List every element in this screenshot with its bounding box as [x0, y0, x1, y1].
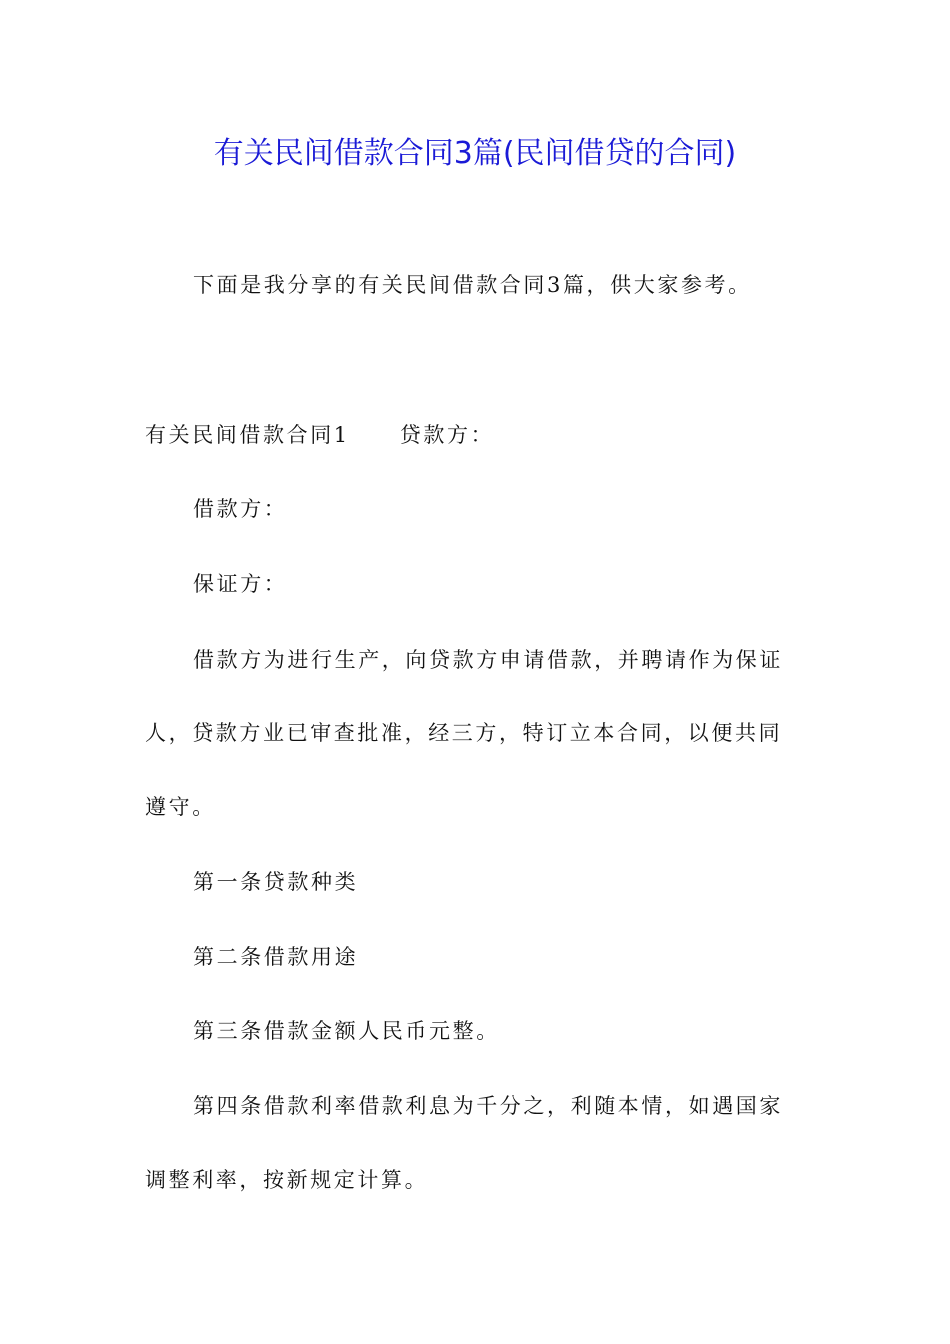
article-4-line: 第四条借款利率借款利息为千分之，利随本情，如遇国家: [193, 1094, 783, 1118]
article-3: 第三条借款金额人民币元整。: [193, 1019, 500, 1043]
article-4-line: 调整利率，按新规定计算。: [145, 1168, 429, 1192]
document-title: 有关民间借款合同3篇(民间借贷的合同): [213, 136, 737, 171]
lender-label: 贷款方：: [399, 423, 495, 447]
intro-paragraph: 下面是我分享的有关民间借款合同3篇，供大家参考。: [193, 273, 752, 297]
borrower-label: 借款方：: [193, 497, 288, 521]
section-heading-line: [145, 418, 810, 452]
paragraph-line: 借款方为进行生产，向贷款方申请借款，并聘请作为保证: [193, 648, 783, 672]
guarantor-label: 保证方：: [193, 572, 288, 596]
article-1: 第一条贷款种类: [193, 870, 359, 894]
paragraph-line: 人，贷款方业已审查批准，经三方，特订立本合同，以便共同: [145, 721, 783, 745]
paragraph-line: 遵守。: [145, 795, 216, 819]
section-heading: 有关民间借款合同1: [145, 423, 350, 447]
article-2: 第二条借款用途: [193, 945, 359, 969]
